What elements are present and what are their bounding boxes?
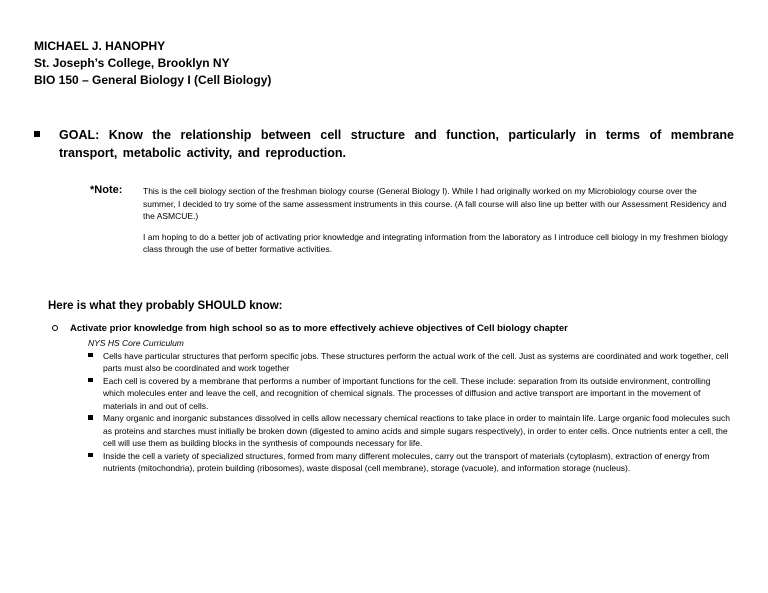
- institution: St. Joseph’s College, Brooklyn NY: [34, 56, 230, 70]
- square-bullet-icon: [88, 378, 93, 383]
- curriculum-section: [88, 337, 733, 475]
- curriculum-title: NYS HS Core Curriculum: [88, 338, 184, 348]
- curriculum-list: [88, 350, 733, 475]
- objective-item: [52, 322, 732, 336]
- note-paragraph: I am hoping to do a better job of activating prior knowledge and integrating information from the laboratory as I introduce cell biology in my freshmen biology class through the use of better formative activities.: [143, 231, 728, 255]
- list-item-text: Cells have particular structures that perform specific jobs. These structures perform the actual work of the cell. Just as systems are coordinated and work together, cell parts must also be coordinated and work together: [103, 350, 729, 373]
- author-name: MICHAEL J. HANOPHY: [34, 39, 166, 53]
- goal-statement: [34, 126, 734, 162]
- list-item: [88, 350, 733, 375]
- circle-bullet-icon: [52, 325, 58, 331]
- note-body: [143, 185, 730, 256]
- list-item-text: Many organic and inorganic substances dissolved in cells allow necessary chemical reactions to take place in order to maintain life. Large organic food molecules such as proteins and starches must initially be broken down (digested to amino acids and simple sugars respectively), in order to enter cells. Once nutrients enter a cell, the cell will use them as building blocks in the synthesis of compounds necessary for life.: [103, 413, 730, 448]
- objective-text: Activate prior knowledge from high school so as to more effectively achieve objectives of Cell biology chapter: [70, 323, 568, 334]
- note-label: *Note:: [90, 184, 123, 196]
- list-item-text: Inside the cell a variety of specialized structures, formed from many different molecules, carry out the transport of materials (cytoplasm), extraction of energy from nutrients (mitochondria), protein building (ribosomes), waste disposal (cell membrane), storage (vacuole), and information storage (nucleus).: [103, 450, 710, 473]
- square-bullet-icon: [34, 131, 40, 137]
- should-know-heading: Here is what they probably SHOULD know:: [48, 300, 283, 312]
- list-item: [88, 412, 733, 450]
- note-paragraph: This is the cell biology section of the freshman biology course (General Biology I). While I had originally worked on my Microbiology course over the summer, I decided to try some of the same assessment instruments in this course. (A fall course will also line up better with our Assessment Residency and the ASMCUE.): [143, 186, 727, 222]
- note-section: [90, 185, 730, 264]
- square-bullet-icon: [88, 453, 93, 458]
- list-item: [88, 450, 733, 475]
- list-item: [88, 375, 733, 413]
- square-bullet-icon: [88, 353, 93, 358]
- document-header: [34, 38, 271, 89]
- list-item-text: Each cell is covered by a membrane that performs a number of important functions for the cell. These include: separation from its outside environment, controlling which molecules enter and leave the cell, and recognition of chemical signals. The processes of diffusion and active transport are important in the movement of materials in and out of cells.: [103, 375, 711, 411]
- square-bullet-icon: [88, 415, 93, 420]
- goal-text: GOAL: Know the relationship between cell structure and function, particularly in terms of membrane transport, metabolic activity, and reproduction.: [59, 128, 734, 160]
- course-title: BIO 150 – General Biology I (Cell Biology): [34, 73, 272, 87]
